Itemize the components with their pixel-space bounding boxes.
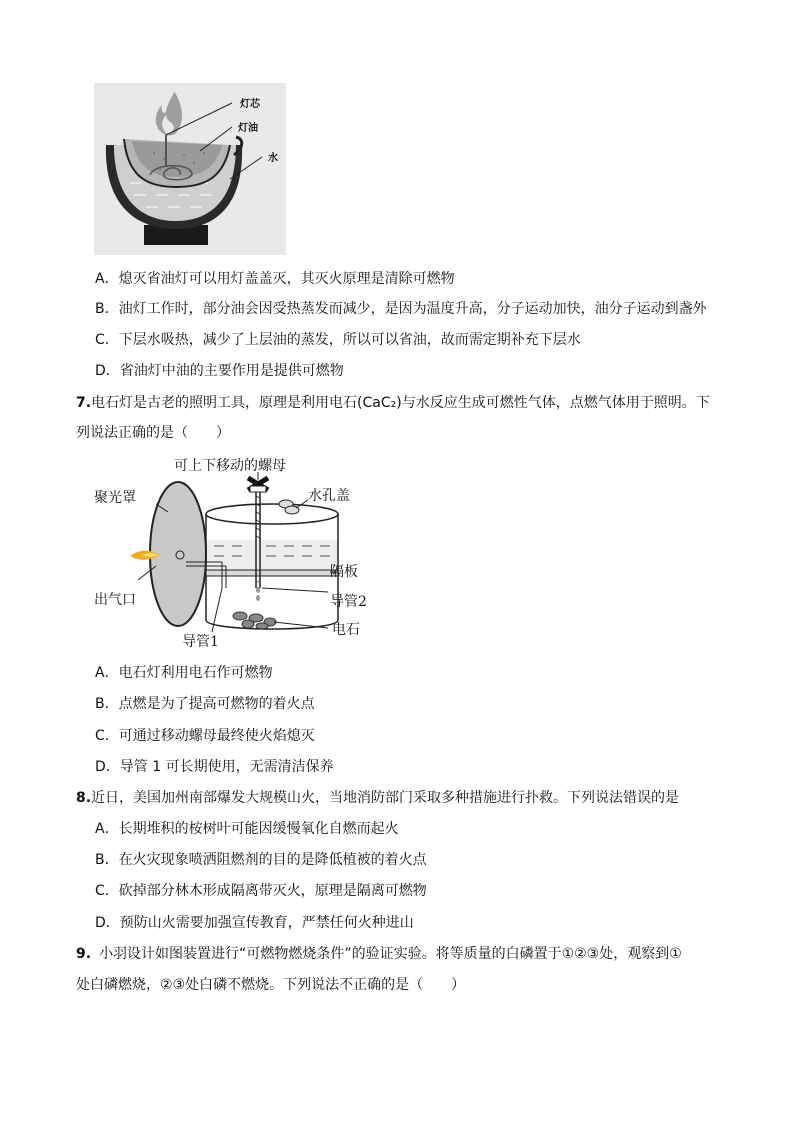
label-tube2: 导管2: [330, 594, 367, 610]
q7-stem-line1: [76, 393, 710, 413]
label-reflector: 聚光罩: [94, 490, 136, 506]
q9-number: 9.: [76, 946, 92, 962]
q7-stem-text: 电石灯是古老的照明工具，原理是利用电石(CaC₂)与水反应生成可燃性气体，点燃气体用于照明。下: [91, 395, 710, 411]
q7-option-b: B．点燃是为了提高可燃物的着火点: [95, 696, 315, 712]
q6-option-b: B．油灯工作时，部分油会因受热蒸发而减少，是因为温度升高，分子运动加快，油分子运动到盏外: [95, 301, 707, 317]
q8-stem-text: 近日，美国加州南部爆发大规模山火，当地消防部门采取多种措施进行扑救。下列说法错误的是: [91, 790, 680, 806]
q7-option-d: D．导管 1 可长期使用，无需清洁保养: [95, 759, 334, 775]
label-water: 水: [268, 153, 278, 164]
q8-option-b: B．在火灾现象喷洒阻燃剂的目的是降低植被的着火点: [95, 852, 427, 868]
label-oil: 灯油: [238, 123, 258, 134]
q8-number: 8.: [76, 790, 92, 806]
q6-option-c: C．下层水吸热，减少了上层油的蒸发，所以可以省油，故而需定期补充下层水: [95, 332, 581, 348]
label-outlet: 出气口: [94, 592, 136, 608]
q8-option-d: D．预防山火需要加强宣传教育，严禁任何火种进山: [95, 915, 414, 931]
q7-option-a: A．电石灯利用电石作可燃物: [95, 665, 273, 681]
q6-option-d: D．省油灯中油的主要作用是提供可燃物: [95, 363, 344, 379]
q7-option-c: C．可通过移动螺母最终使火焰熄灭: [95, 728, 315, 744]
q7-stem-line2: 列说法正确的是（ ）: [76, 425, 230, 441]
q8-stem: [76, 788, 679, 808]
label-tube1: 导管1: [182, 634, 219, 650]
oil-lamp-figure: [94, 83, 286, 255]
label-partition: 隔板: [330, 564, 358, 580]
q9-stem-text: 小羽设计如图装置进行“可燃物燃烧条件”的验证实验。将等质量的白磷置于①②③处，观察到①: [99, 946, 682, 962]
label-carbide: 电石: [332, 622, 360, 638]
label-nut: 可上下移动的螺母: [174, 458, 286, 474]
q9-stem-line1: [76, 944, 682, 964]
q8-option-a: A．长期堆积的桉树叶可能因缓慢氧化自燃而起火: [95, 821, 399, 837]
label-water-cap: 水孔盖: [308, 488, 350, 504]
q6-option-a: A．熄灭省油灯可以用灯盖盖灭，其灭火原理是清除可燃物: [95, 271, 455, 287]
q7-number: 7.: [76, 395, 92, 411]
carbide-lamp-figure: [90, 452, 390, 652]
label-wick: 灯芯: [240, 99, 260, 110]
q9-stem-line2: 处白磷燃烧，②③处白磷不燃烧。下列说法不正确的是（ ）: [76, 977, 466, 993]
q8-option-c: C．砍掉部分林木形成隔离带灭火，原理是隔离可燃物: [95, 883, 427, 899]
